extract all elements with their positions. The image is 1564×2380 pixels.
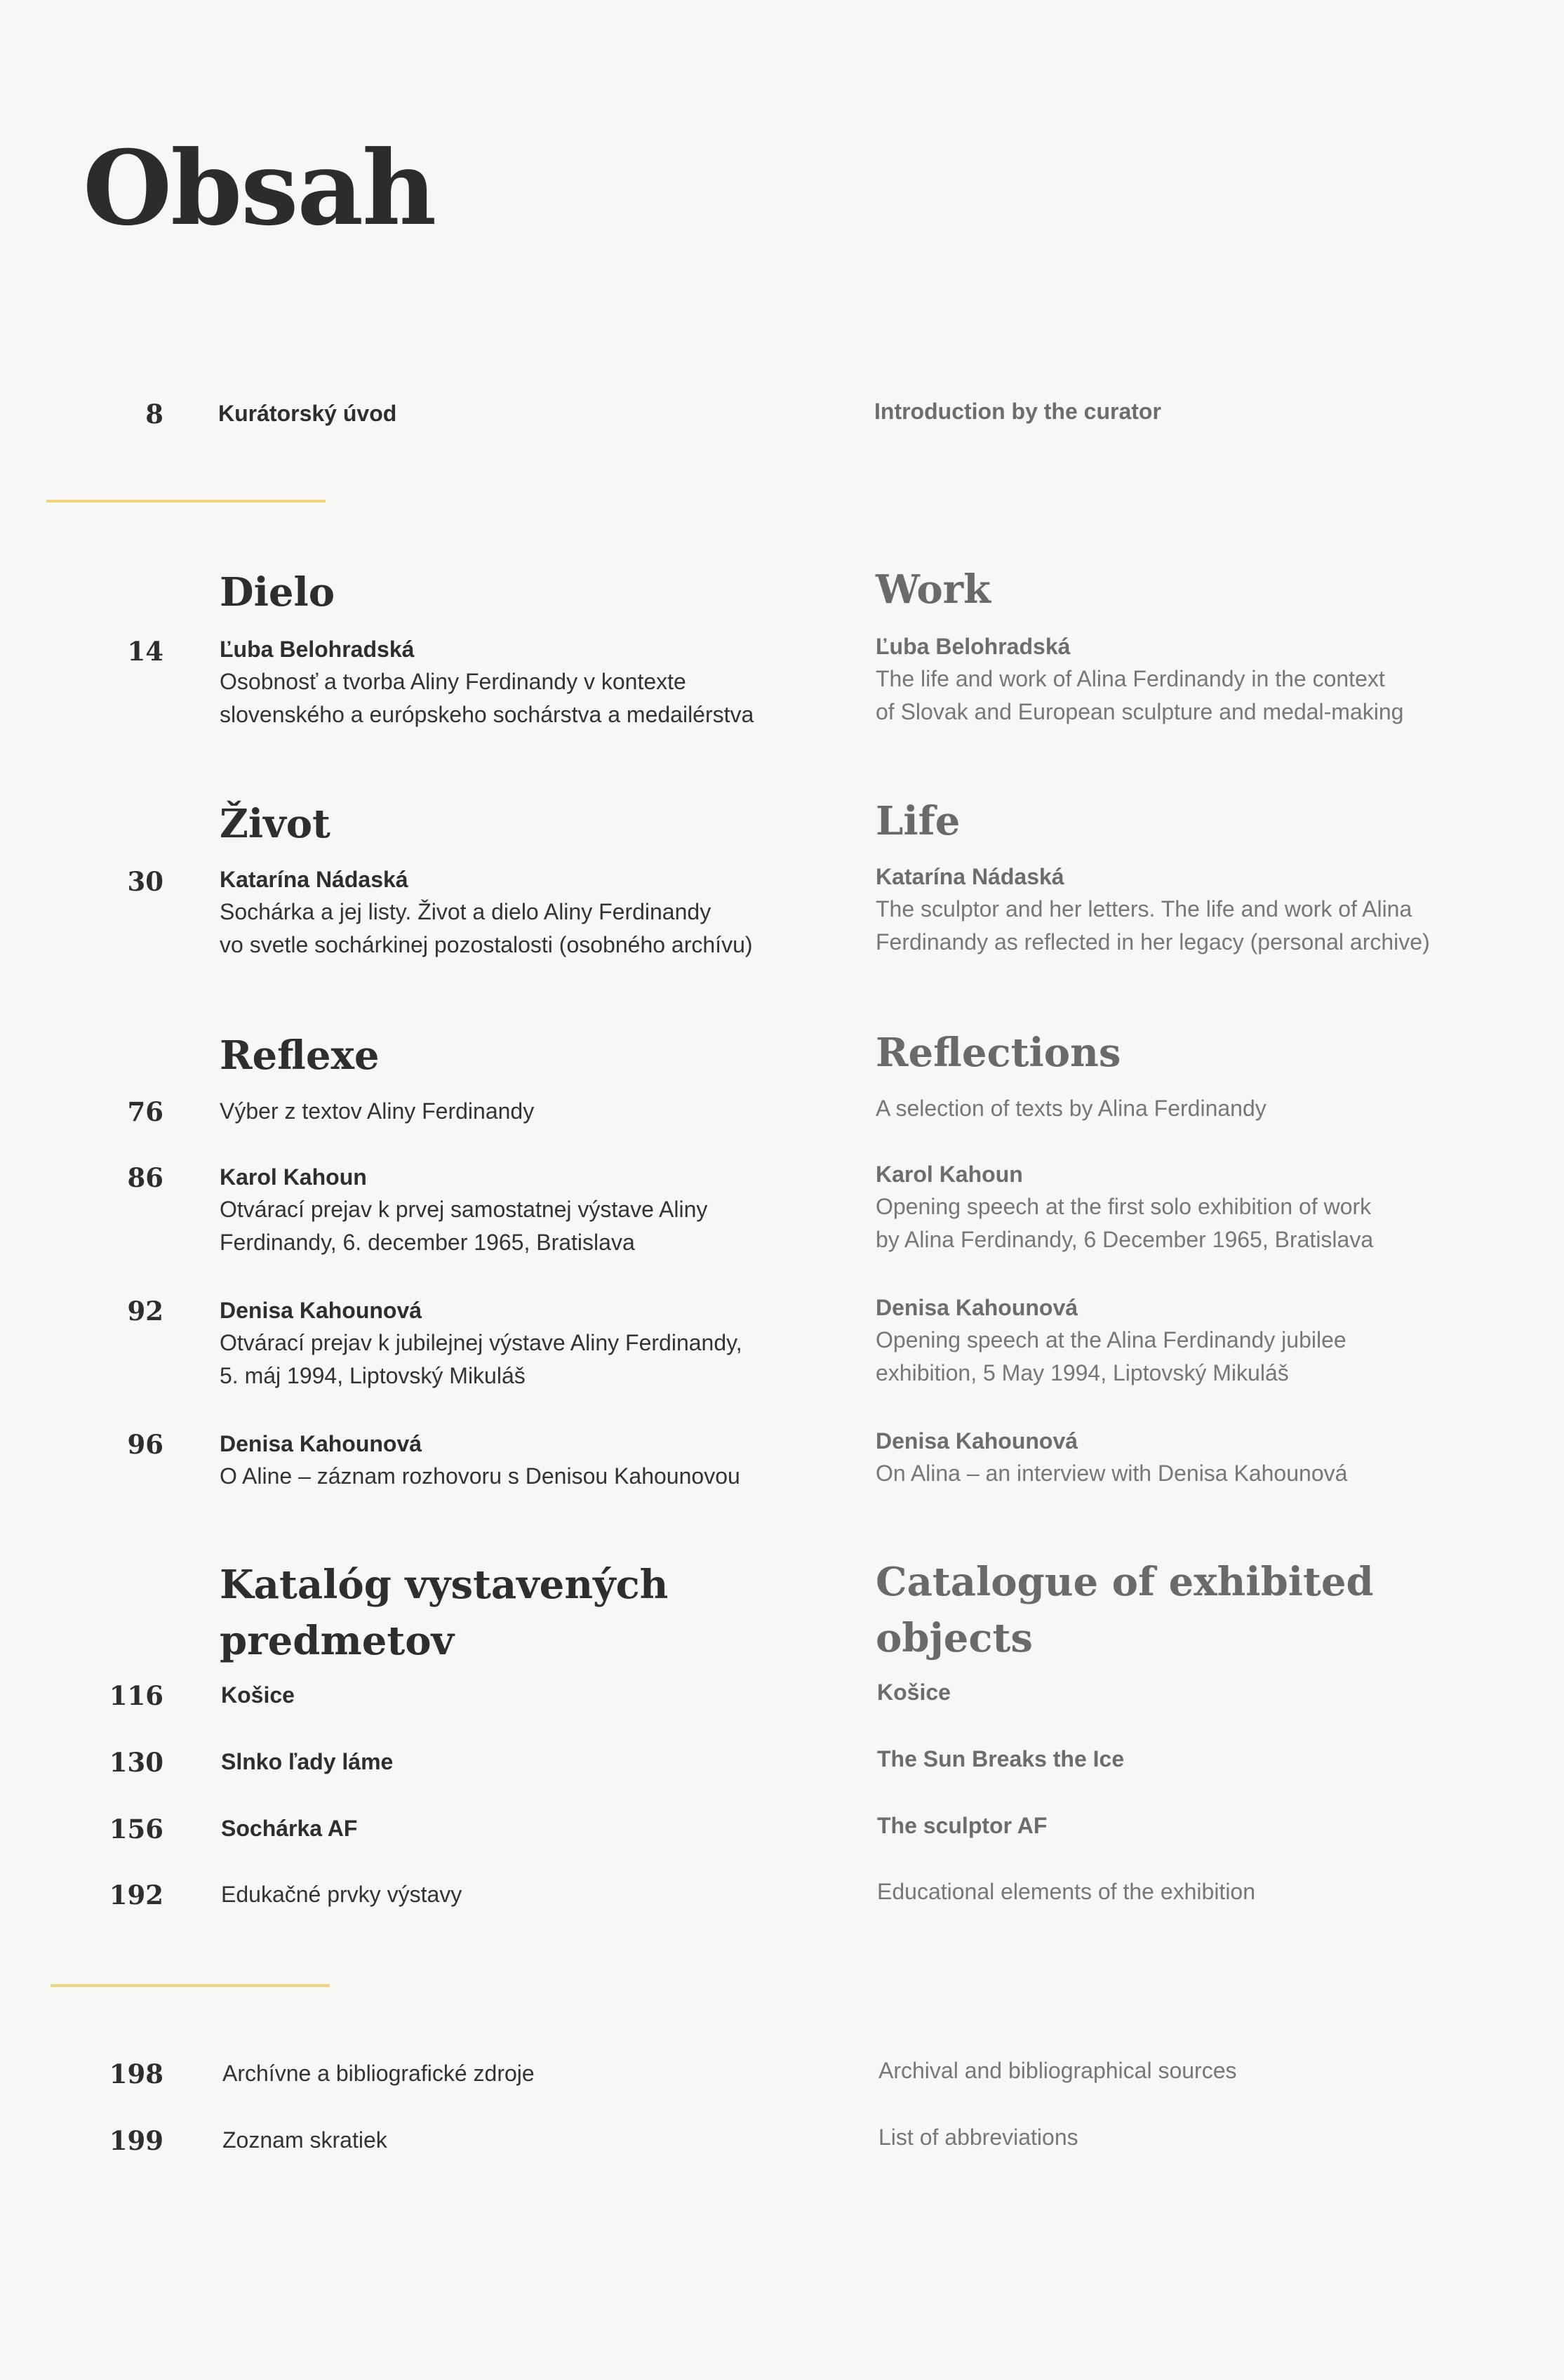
toc-entry-sk[interactable]: Archívne a bibliografické zdroje	[222, 2061, 535, 2086]
entry-title-line: A selection of texts by Alina Ferdinandy	[876, 1096, 1266, 1121]
toc-entry-en[interactable]: Archival and bibliographical sources	[878, 2058, 1237, 2083]
author-name: Denisa Kahounová	[220, 1298, 422, 1323]
section-zivot-en	[876, 793, 1507, 849]
section-heading: Catalogue of exhibited	[876, 1559, 1374, 1605]
author-name: Katarína Nádaská	[876, 864, 1064, 889]
page-number[interactable]: 192	[109, 1880, 163, 1910]
entry-title-line: by Alina Ferdinandy, 6 December 1965, Bratislava	[876, 1227, 1374, 1252]
toc-entry-en[interactable]	[876, 1158, 1507, 1256]
toc-entry-en[interactable]: The sculptor AF	[877, 1813, 1048, 1838]
toc-entry-en[interactable]	[876, 630, 1507, 729]
entry-title-line: Sochárka a jej listy. Život a dielo Aliny Ferdinandy	[220, 899, 711, 924]
page-number[interactable]: 130	[109, 1747, 163, 1778]
toc-entry-en[interactable]: List of abbreviations	[878, 2125, 1078, 2150]
section-heading: Dielo	[220, 569, 335, 616]
page-number[interactable]: 116	[109, 1680, 163, 1711]
toc-entry-sk[interactable]	[220, 1428, 837, 1493]
section-zivot-sk	[220, 796, 837, 852]
author-name: Denisa Kahounová	[220, 1431, 422, 1456]
page-number[interactable]: 14	[127, 636, 163, 667]
toc-entry-en[interactable]	[876, 1425, 1507, 1490]
author-name: Katarína Nádaská	[220, 867, 408, 892]
entry-title-line: On Alina – an interview with Denisa Kahounová	[876, 1461, 1348, 1486]
section-heading: Reflections	[876, 1030, 1121, 1076]
toc-entry-en[interactable]	[876, 860, 1507, 959]
section-reflexe-en	[876, 1025, 1507, 1081]
toc-entry-sk[interactable]	[220, 1095, 837, 1128]
section-katalog-sk	[220, 1557, 837, 1669]
section-heading: Reflexe	[220, 1032, 380, 1079]
toc-entry-sk[interactable]: Kurátorský úvod	[218, 401, 397, 426]
section-heading: Life	[876, 798, 961, 844]
toc-entry-en[interactable]	[876, 1092, 1507, 1125]
entry-title-line: Opening speech at the first solo exhibition of work	[876, 1194, 1372, 1219]
entry-title-line: exhibition, 5 May 1994, Liptovský Mikuláš	[876, 1360, 1289, 1385]
page-number[interactable]: 30	[127, 866, 163, 897]
section-dielo-sk	[220, 564, 837, 620]
author-name: Ľuba Belohradská	[220, 637, 415, 662]
toc-entry-sk[interactable]	[220, 1161, 837, 1259]
section-katalog-en	[876, 1554, 1507, 1666]
toc-entry-sk[interactable]	[220, 1294, 837, 1392]
entry-title-line: Ferdinandy, 6. december 1965, Bratislava	[220, 1230, 635, 1255]
page-number[interactable]: 8	[145, 399, 163, 430]
toc-entry-en[interactable]	[876, 1291, 1507, 1390]
page-number[interactable]: 96	[127, 1429, 163, 1460]
entry-title-line: 5. máj 1994, Liptovský Mikuláš	[220, 1363, 526, 1388]
section-heading: Katalóg vystavených	[220, 1562, 669, 1608]
toc-entry-en[interactable]: Košice	[877, 1680, 951, 1705]
entry-title-line: vo svetle sochárkinej pozostalosti (osobného archívu)	[220, 932, 753, 957]
toc-entry-sk[interactable]	[220, 633, 837, 731]
section-heading: Work	[876, 566, 991, 613]
entry-title-line: slovenského a európskeho sochárstva a medailérstva	[220, 702, 754, 727]
page-title: Obsah	[83, 128, 436, 248]
page-number[interactable]: 199	[109, 2125, 163, 2156]
entry-title-line: Osobnosť a tvorba Aliny Ferdinandy v kontexte	[220, 669, 686, 694]
page-number[interactable]: 198	[109, 2059, 163, 2089]
section-divider	[51, 1984, 330, 1987]
entry-title-line: Opening speech at the Alina Ferdinandy jubilee	[876, 1327, 1346, 1352]
author-name: Karol Kahoun	[876, 1162, 1023, 1187]
toc-entry-sk[interactable]: Slnko ľady láme	[221, 1749, 394, 1774]
entry-title-line: Výber z textov Aliny Ferdinandy	[220, 1098, 535, 1124]
author-name: Denisa Kahounová	[876, 1295, 1078, 1320]
page-number[interactable]: 156	[109, 1814, 163, 1844]
entry-title-line: Otvárací prejav k prvej samostatnej výstave Aliny	[220, 1197, 708, 1222]
toc-entry-sk[interactable]: Sochárka AF	[221, 1816, 358, 1841]
section-reflexe-sk	[220, 1028, 837, 1084]
section-heading: predmetov	[220, 1618, 455, 1664]
page-number[interactable]: 86	[127, 1162, 163, 1193]
entry-title-line: Otvárací prejav k jubilejnej výstave Aliny Ferdinandy,	[220, 1330, 742, 1355]
page-number[interactable]: 76	[127, 1096, 163, 1127]
toc-entry-en[interactable]: Introduction by the curator	[874, 399, 1161, 424]
toc-entry-sk[interactable]: Zoznam skratiek	[222, 2127, 387, 2153]
section-dielo-en	[876, 561, 1507, 618]
author-name: Ľuba Belohradská	[876, 634, 1071, 659]
entry-title-line: Ferdinandy as reflected in her legacy (personal archive)	[876, 929, 1430, 955]
toc-entry-en[interactable]: Educational elements of the exhibition	[877, 1879, 1256, 1904]
toc-entry-sk[interactable]: Košice	[221, 1682, 295, 1708]
toc-entry-sk[interactable]	[220, 863, 837, 962]
toc-entry-en[interactable]: The Sun Breaks the Ice	[877, 1746, 1125, 1771]
page-number[interactable]: 92	[127, 1296, 163, 1327]
author-name: Karol Kahoun	[220, 1164, 367, 1190]
toc-entry-sk[interactable]: Edukačné prvky výstavy	[221, 1882, 462, 1907]
section-heading: Život	[220, 801, 330, 847]
entry-title-line: The sculptor and her letters. The life and work of Alina	[876, 896, 1412, 922]
entry-title-line: of Slovak and European sculpture and medal-making	[876, 699, 1404, 724]
entry-title-line: O Aline – záznam rozhovoru s Denisou Kahounovou	[220, 1463, 740, 1489]
section-heading: objects	[876, 1615, 1033, 1661]
entry-title-line: The life and work of Alina Ferdinandy in the context	[876, 666, 1385, 691]
section-divider	[46, 500, 326, 503]
author-name: Denisa Kahounová	[876, 1428, 1078, 1454]
